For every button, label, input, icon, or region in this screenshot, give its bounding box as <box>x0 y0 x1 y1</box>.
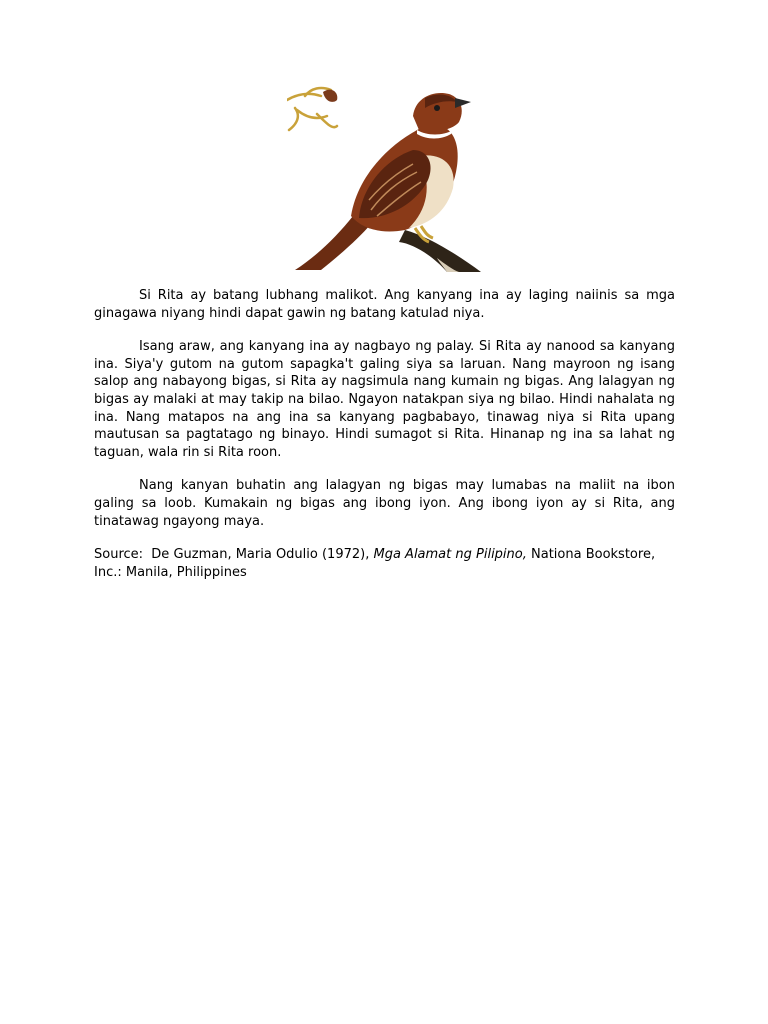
story-paragraph-3: Nang kanyan buhatin ang lalagyan ng bigas may lumabas na maliit na ibon galing sa loob. Kumakain ng bigas ang ibong iyon. Ang ibong iyon ay si Rita, ang tinatawag ngayong maya. <box>94 478 675 529</box>
story-text <box>94 287 675 581</box>
sparrow-illustration <box>287 86 483 272</box>
source-book-title: Mga Alamat ng Pilipino, <box>373 547 527 563</box>
story-paragraph-2: Isang araw, ang kanyang ina ay nagbayo ng palay. Si Rita ay nanood sa kanyang ina. Siya'y gutom na gutom sapagka't galing siya sa laruan. Nang mayroon ng isang salop ang nabayong bigas, si Rita ay nagsimula nang kumain ng bigas. Ang lalagyan ng bigas ay malaki at may takip na bilao. Ngayon natakpan siya ng bilao. Hindi nahalata ng ina. Nang matapos na ang ina sa kanyang pagbabayo, tinawag niya si Rita upang mautusan sa pagtatago ng binayo. Hindi sumagot si Rita. Hinanap ng ina sa lahat ng taguan, wala rin si Rita roon. <box>94 339 675 460</box>
branch <box>399 230 481 272</box>
eye <box>434 105 440 111</box>
story-paragraph-1: Si Rita ay batang lubhang malikot. Ang kanyang ina ay laging naiinis sa mga ginagawa niyang hindi dapat gawin ng batang katulad niya. <box>94 288 675 321</box>
tail <box>295 216 371 270</box>
source-publisher: Nationa Bookstore, Inc.: Manila, Philippines <box>94 547 656 580</box>
source-author-year: De Guzman, Maria Odulio (1972), <box>151 547 370 563</box>
beak <box>455 98 471 108</box>
source-label: Source: <box>94 547 144 563</box>
source-citation <box>94 546 675 581</box>
